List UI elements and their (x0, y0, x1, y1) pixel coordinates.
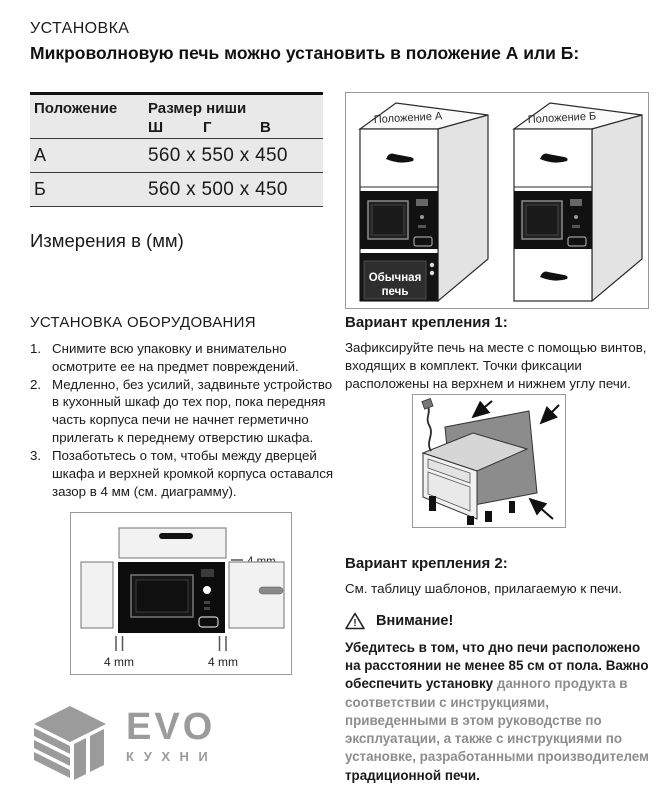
mounting-option1-title: Вариант крепления 1: (345, 314, 508, 331)
cabinet-positions-illustration (346, 93, 646, 306)
step-text: Позаботьтесь о том, чтобы между дверцей шкафа и верхней кромкой корпуса оставался зазор в 4 мм (см. диаграмму). (52, 447, 334, 499)
warning-triangle-icon (345, 612, 365, 630)
page-title: УСТАНОВКА (30, 20, 130, 37)
mounting-option2-text: См. таблицу шаблонов, прилагаемую к печи. (345, 581, 623, 596)
column-header-position: Положение (34, 100, 118, 117)
table-header-row (30, 95, 323, 138)
position-a-label: Положение А (373, 110, 443, 126)
warning-title: Внимание! (376, 613, 454, 629)
size-cell: 560 x 500 x 450 (148, 178, 288, 200)
cabinet-handle-icon (259, 587, 283, 594)
oven-label-line2: печь (381, 286, 409, 298)
warning-text-part3: традиционной печи. (345, 767, 480, 783)
mounting-option1-text: Зафиксируйте печь на месте с помощью винтов, входящих в комплект. Точки фиксации расположены на верхнем и нижнем углу печи. (345, 340, 647, 391)
position-b-label: Положение Б (527, 110, 597, 126)
power-plug (422, 399, 433, 410)
step-number: 1. (30, 341, 42, 356)
size-cell: 560 x 550 x 450 (148, 144, 288, 166)
column-header-size (148, 100, 271, 136)
brand-logo (28, 700, 217, 792)
gap-diagram-illustration (71, 513, 289, 672)
dimension-headers (148, 119, 271, 136)
position-cell: Б (34, 179, 46, 199)
installation-steps-list (30, 340, 338, 500)
power-cord (428, 407, 431, 451)
logo-subtitle: КУХНИ (126, 749, 218, 764)
gap-label-bottom-right: 4 mm (208, 655, 238, 669)
step-number: 2. (30, 376, 42, 392)
cabinet-positions-figure (345, 92, 649, 309)
mounting-option2-title: Вариант крепления 2: (345, 555, 508, 572)
units-note: Измерения в (мм) (30, 230, 184, 251)
main-heading: Микроволновую печь можно установить в положение А или Б: (30, 43, 580, 63)
logo-text (126, 700, 217, 764)
svg-text:!: ! (353, 618, 357, 629)
list-item (30, 340, 338, 376)
step-number: 3. (30, 447, 42, 463)
table-row (30, 138, 323, 172)
drawer-handle-icon (159, 533, 193, 539)
niche-size-table (30, 92, 323, 207)
warning-text-part2: данного продукта в соответствии с инструкциями, приведенными в этом руководстве по эксплуатации, а также с инструкциями по установке, разработанными производителем (345, 676, 649, 765)
list-item (30, 376, 338, 447)
logo-cube-icon (28, 700, 112, 792)
fixing-arrow-icon (473, 401, 492, 417)
cabinet-a-drawing (360, 103, 488, 301)
logo-wordmark: EVO (126, 706, 216, 748)
table-row (30, 172, 323, 206)
fixing-points-figure (412, 394, 566, 528)
fixing-arrow-icon (541, 405, 559, 423)
warning-text-part1: Убедитесь в том, что дно печи расположено на расстоянии не менее 85 см от пола. Важно обеспечить установку (345, 640, 649, 692)
position-cell: А (34, 145, 47, 165)
fixing-arrow-icon (530, 499, 553, 519)
list-item (30, 447, 338, 500)
step-text: Медленно, без усилий, задвиньте устройство в кухонный шкаф до тех пор, пока передняя часть корпуса печи не начнет герметично прилегать к переднему отверстию шкафа. (52, 376, 333, 446)
warning-header (345, 612, 453, 630)
size-header-label: Размер ниши (148, 100, 247, 117)
dim-header-width: Ш (148, 119, 164, 136)
gap-label-bottom-left: 4 mm (104, 655, 134, 669)
warning-text (345, 639, 651, 785)
cabinet-b-drawing (514, 103, 642, 301)
installation-section-title: УСТАНОВКА ОБОРУДОВАНИЯ (30, 314, 256, 331)
dim-header-depth: Г (203, 119, 212, 136)
step-text: Снимите всю упаковку и внимательно осмотрите ее на предмет повреждений. (52, 341, 299, 374)
gap-diagram-figure (70, 512, 292, 675)
fixing-points-illustration (413, 395, 563, 525)
dim-header-height: В (260, 119, 271, 136)
oven-label-line1: Обычная (368, 272, 422, 284)
